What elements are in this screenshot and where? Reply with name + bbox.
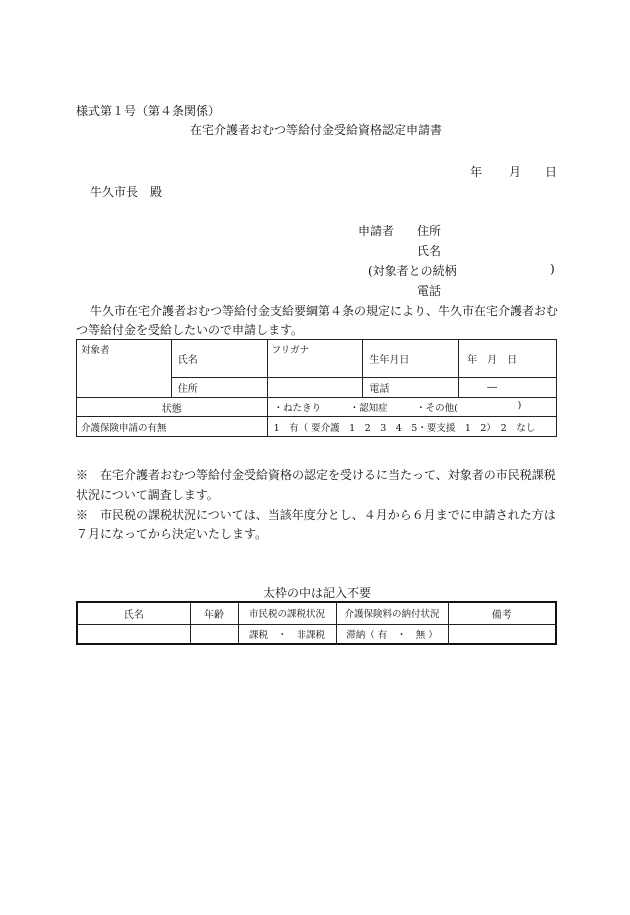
office-table (76, 601, 557, 645)
date-day: 日 (545, 165, 558, 179)
subject-cell (77, 340, 172, 398)
furigana-cell[interactable] (267, 340, 363, 378)
applicant-table (76, 339, 557, 437)
date-year: 年 (470, 165, 483, 179)
condition-label: 状態 (161, 403, 182, 415)
condition-header (77, 398, 268, 417)
office-remarks-value (448, 624, 556, 644)
address-header (171, 378, 267, 398)
office-header-payment-label: 介護保険料の納付状況 (344, 609, 440, 621)
note1-line2: 状況について調査します。 (76, 488, 219, 502)
form-number: 様式第１号（第４条関係） (76, 104, 221, 118)
note2-line1: ※ 市民税の課税状況については、当該年度分とし、４月から６月までに申請された方は (76, 508, 556, 522)
phone-header (363, 378, 459, 398)
note1-line1: ※ 在宅介護者おむつ等給付金受給資格の認定を受けるに当たって、対象者の市民税課税 (76, 468, 556, 482)
applicant-relation-close: ) (550, 262, 555, 276)
phone-value-cell[interactable] (459, 378, 557, 398)
applicant-name-label: 氏名 (417, 244, 442, 258)
body-text-line2: つ等給付金を受給したいので申請します。 (76, 323, 304, 337)
birthdate-label: 生年月日 (369, 355, 410, 366)
care-insurance-label: 介護保険申請の有無 (81, 422, 167, 434)
office-age-value (190, 624, 238, 644)
condition-options: ・ねたきり ・認知症 ・その他( (273, 403, 458, 414)
applicant-relation-label: (対象者との続柄 (368, 264, 457, 278)
office-header-name (77, 602, 190, 624)
applicant-phone-label: 電話 (417, 284, 442, 298)
office-header-remarks-label: 備考 (491, 609, 512, 621)
date-month: 月 (509, 165, 522, 179)
note2-line2: ７月になってから決定いたします。 (76, 527, 268, 541)
furigana-label: フリガナ (271, 345, 310, 356)
document-title: 在宅介護者おむつ等給付金受給資格認定申請書 (190, 123, 443, 137)
office-header-remarks (448, 602, 556, 624)
office-header-age (190, 602, 238, 624)
phone-label: 電話 (369, 384, 390, 395)
office-name-value (77, 624, 190, 644)
care-insurance-header (77, 417, 268, 437)
address-label: 住所 (177, 384, 198, 395)
condition-options-cell[interactable] (267, 398, 556, 417)
phone-dash: ― (487, 382, 498, 393)
birthdate-format: 年 月 日 (467, 355, 518, 366)
office-payment-value (336, 624, 448, 644)
applicant-label: 申請者 (358, 224, 395, 238)
applicant-address-label: 住所 (417, 224, 442, 238)
care-insurance-options-cell[interactable] (267, 417, 556, 437)
office-header-age-label: 年齢 (204, 609, 224, 621)
subject-label: 対象者 (81, 345, 110, 356)
payment-status-options: 滞納（ 有 ・ 無 ） (346, 629, 438, 641)
name-header (171, 340, 267, 378)
office-header-tax-label: 市民税の課税状況 (248, 609, 325, 621)
condition-close: ) (517, 400, 522, 411)
name-label: 氏名 (177, 355, 198, 366)
office-header-payment (336, 602, 448, 624)
body-text-line1: 牛久市在宅介護者おむつ等給付金支給要綱第４条の規定により、牛久市在宅介護者おむ (90, 304, 559, 318)
address-value-cell[interactable] (267, 378, 363, 398)
care-insurance-options: 1 有（ 要介護 1 2 3 4 5・要支援 1 2） 2 なし (273, 422, 536, 434)
birthdate-value-cell[interactable] (459, 340, 557, 378)
office-caption: 太枠の中は記入不要 (263, 586, 372, 600)
tax-status-options: 課税 ・ 非課税 (248, 629, 325, 641)
office-tax-value (238, 624, 336, 644)
addressee: 牛久市長 殿 (90, 185, 163, 199)
birthdate-header (363, 340, 459, 378)
office-header-tax (238, 602, 336, 624)
office-header-name-label: 氏名 (123, 609, 144, 621)
